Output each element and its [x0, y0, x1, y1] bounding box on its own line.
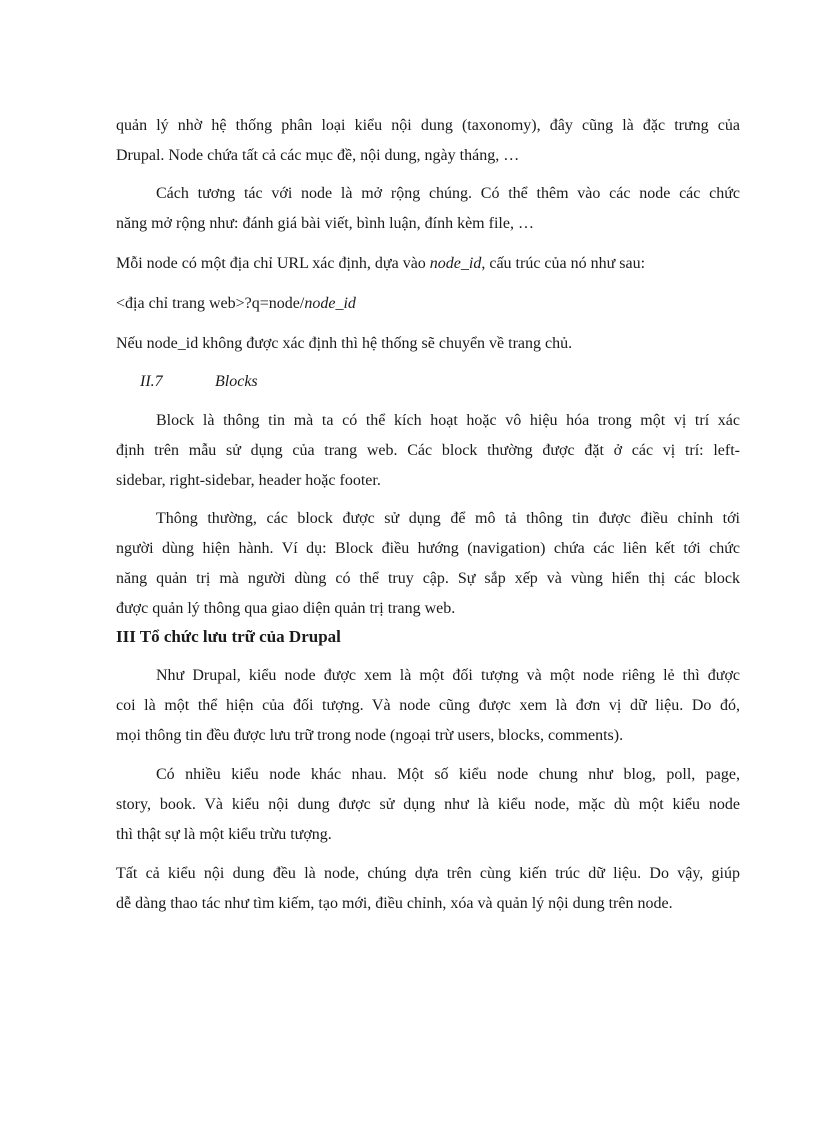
paragraph-line: Cách tương tác với node là mở rộng chúng. Có thể thêm vào các node các chức: [156, 185, 740, 202]
paragraph-line: Có nhiều kiểu node khác nhau. Một số kiểu node chung như blog, poll, page,: [156, 766, 740, 783]
paragraph-line: dễ dàng thao tác như tìm kiếm, tạo mới, điều chỉnh, xóa và quản lý nội dung trên node.: [116, 895, 673, 912]
paragraph-line: người dùng hiện hành. Ví dụ: Block điều hướng (navigation) chứa các liên kết tới chức: [116, 540, 740, 557]
paragraph-line: Như Drupal, kiểu node được xem là một đối tượng và một node riêng lẻ thì được: [156, 667, 740, 684]
url-param: node_id: [304, 295, 356, 312]
paragraph-line: Thông thường, các block được sử dụng để mô tả thông tin được điều chỉnh tới: [156, 510, 740, 527]
url-pattern: [116, 294, 740, 314]
paragraph-line: mọi thông tin đều được lưu trữ trong node (ngoại trừ users, blocks, comments).: [116, 727, 624, 744]
paragraph-line: định trên mẫu sử dụng của trang web. Các block thường được đặt ở các vị trí: left-: [116, 442, 740, 459]
paragraph-line: Drupal. Node chứa tất cả các mục đề, nội dung, ngày tháng, …: [116, 147, 520, 164]
paragraph-line: Block là thông tin mà ta có thể kích hoạt hoặc vô hiệu hóa trong một vị trí xác: [156, 412, 740, 429]
paragraph-line: coi là một thể hiện của đối tượng. Và node cũng được xem là đơn vị dữ liệu. Do đó,: [116, 697, 740, 714]
paragraph-line: [116, 254, 740, 274]
paragraph-line: sidebar, right-sidebar, header hoặc footer.: [116, 472, 381, 489]
italic-term: node_id: [429, 255, 482, 272]
paragraph-line: quản lý nhờ hệ thống phân loại kiểu nội dung (taxonomy), đây cũng là đặc trưng của: [116, 117, 740, 134]
paragraph-line: Nếu node_id không được xác định thì hệ thống sẽ chuyển về trang chủ.: [116, 335, 573, 352]
paragraph-line: Tất cả kiểu nội dung đều là node, chúng dựa trên cùng kiến trúc dữ liệu. Do vậy, giúp: [116, 865, 740, 882]
section-heading: III Tổ chức lưu trữ của Drupal: [116, 627, 341, 646]
paragraph-line: được quản lý thông qua giao diện quản trị trang web.: [116, 600, 456, 617]
paragraph-line: thì thật sự là một kiểu trừu tượng.: [116, 826, 332, 843]
section-number: II.7: [140, 373, 163, 390]
paragraph-line: năng mở rộng như: đánh giá bài viết, bình luận, đính kèm file, …: [116, 215, 534, 232]
paragraph-line: năng quản trị mà người dùng có thể truy cập. Sự sắp xếp và vùng hiển thị các block: [116, 570, 740, 587]
text-segment: Mỗi node có một địa chỉ URL xác định, dựa vào: [116, 255, 430, 272]
section-title: Blocks: [215, 373, 258, 390]
url-prefix: <địa chỉ trang web>?q=node/: [116, 295, 305, 312]
paragraph-line: story, book. Và kiểu nội dung được sử dụng như là kiểu node, mặc dù một kiểu node: [116, 796, 740, 813]
text-segment: , cấu trúc của nó như sau:: [481, 255, 646, 272]
